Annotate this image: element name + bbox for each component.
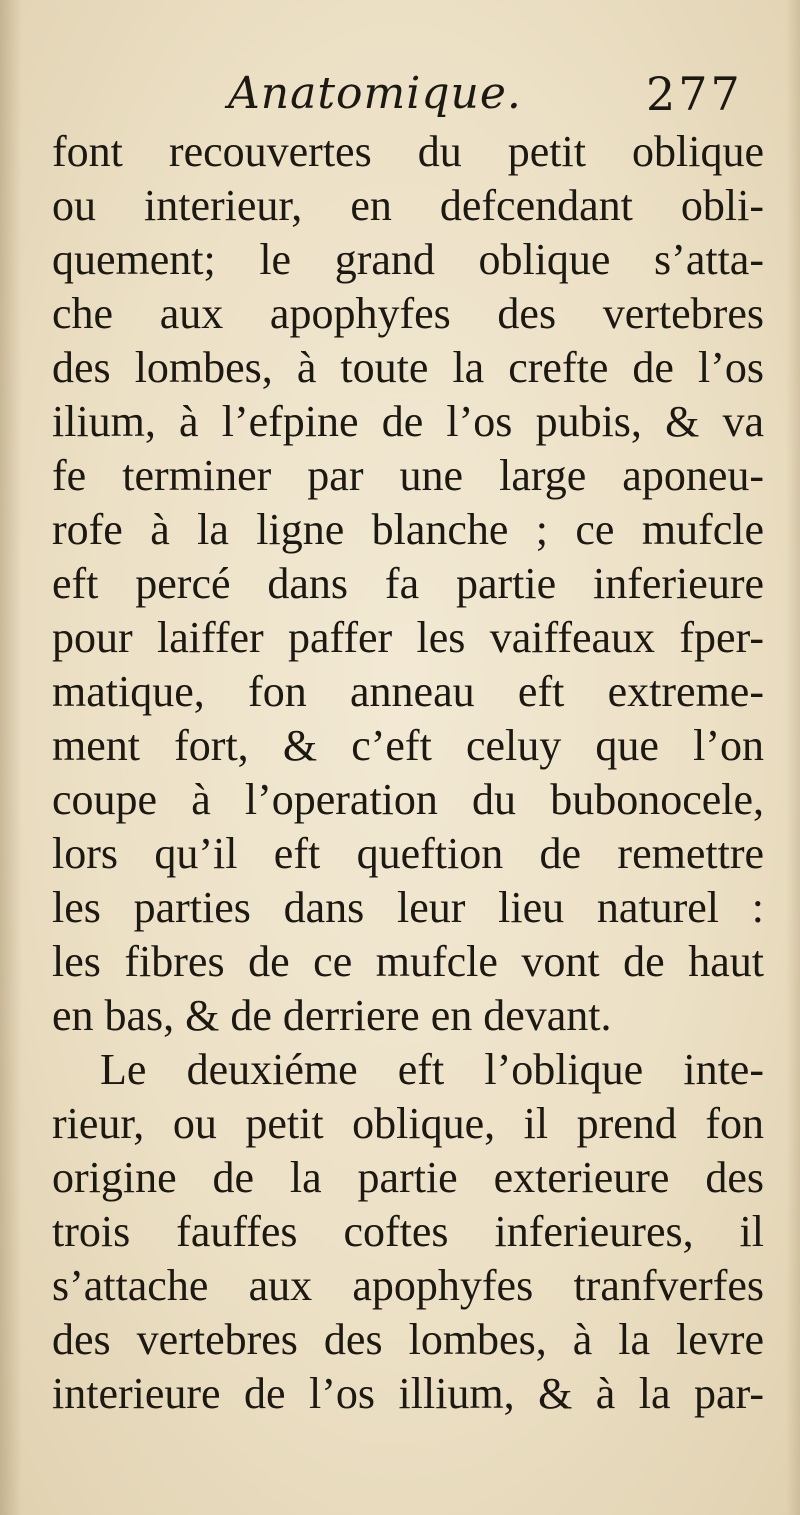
text-line: ou interieur, en defcendant obli- [52,181,764,230]
text-line: font recouvertes du petit oblique [52,127,764,176]
text-line: des lombes, à toute la crefte de l’os [52,343,764,392]
text-line: pour laiffer paffer les vaiffeaux fper- [52,613,764,662]
text-line: che aux apophyfes des vertebres [52,289,764,338]
text-line: les parties dans leur lieu naturel : [52,883,764,932]
text-line: coupe à l’operation du bubonocele, [52,775,764,824]
text-line: en bas, & de derriere en devant. [52,991,612,1040]
text-line: Le deuxiéme eft l’oblique inte- [100,1045,764,1094]
running-title: Anatomique. [228,68,522,119]
text-line: s’attache aux apophyfes tranfverfes [52,1261,764,1310]
text-line: origine de la partie exterieure des [52,1153,764,1202]
text-line: fe terminer par une large aponeu- [52,451,764,500]
text-line: interieure de l’os illium, & à la par- [52,1369,764,1418]
text-line: rieur, ou petit oblique, il prend fon [52,1099,764,1148]
text-line: rofe à la ligne blanche ; ce mufcle [52,505,764,554]
page-number: 277 [646,67,743,121]
text-line: lors qu’il eft queftion de remettre [52,829,764,878]
text-line: ment fort, & c’eft celuy que l’on [52,721,764,770]
running-head [0,62,800,126]
text-line: eft percé dans fa partie inferieure [52,559,764,608]
text-line: les fibres de ce mufcle vont de haut [52,937,764,986]
text-line: des vertebres des lombes, à la levre [52,1315,764,1364]
text-line: trois fauffes coftes inferieures, il [52,1207,764,1256]
text-line: ilium, à l’efpine de l’os pubis, & va [52,397,764,446]
text-line: matique, fon anneau eft extreme- [52,667,764,716]
text-line: quement; le grand oblique s’atta- [52,235,764,284]
